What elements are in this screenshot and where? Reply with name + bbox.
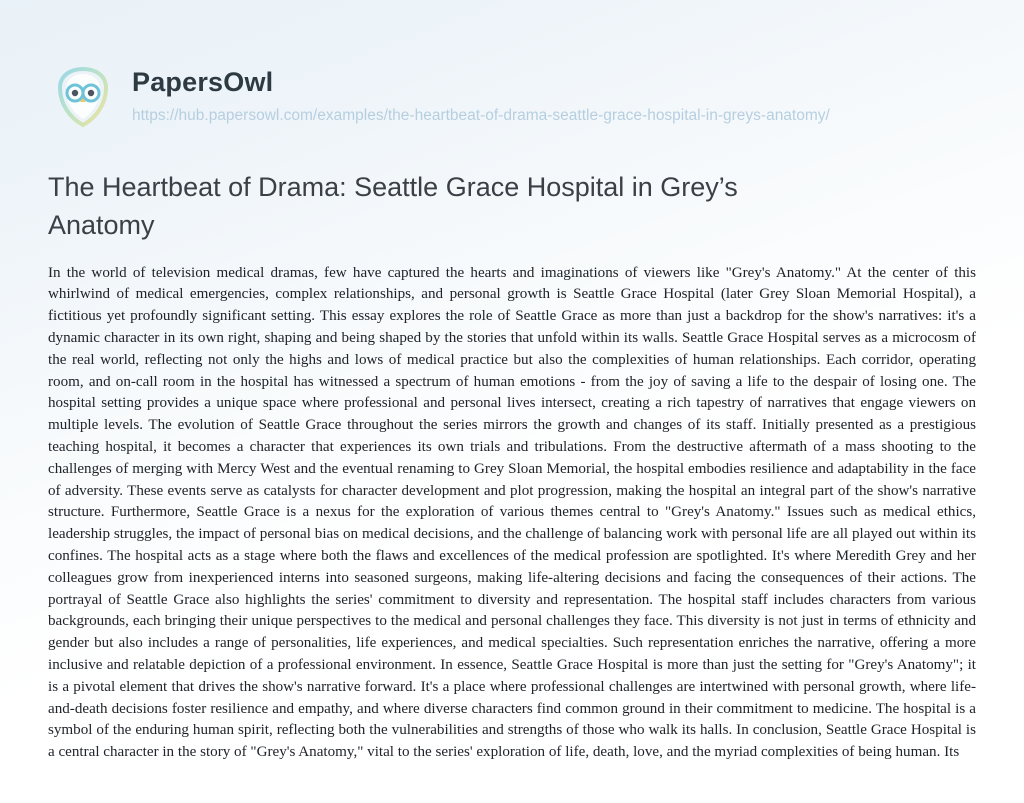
- page-title: The Heartbeat of Drama: Seattle Grace Hospital in Grey’s Anatomy: [48, 172, 738, 241]
- brand-name[interactable]: PapersOwl: [132, 67, 274, 97]
- site-header: [48, 60, 976, 170]
- brand-block: [132, 60, 830, 127]
- source-url[interactable]: https://hub.papersowl.com/examples/the-heartbeat-of-drama-seattle-grace-hospital-in-greys-anatomy/: [132, 106, 830, 124]
- owl-logo-icon[interactable]: [52, 66, 114, 128]
- article-paragraph: In the world of television medical dramas, few have captured the hearts and imaginations of viewers like "Grey's Anatomy." At the center of this whirlwind of medical emergencies, complex relationships, and personal growth is Seattle Grace Hospital (later Grey Sloan Memorial Hospital), a fictitious yet profoundly significant setting. This essay explores the role of Seattle Grace as more than just a backdrop for the show's narratives: it's a dynamic character in its own right, shaping and being shaped by the stories that unfold within its walls. Seattle Grace Hospital serves as a microcosm of the real world, reflecting not only the highs and lows of medical practice but also the complexities of human relationships. Each corridor, operating room, and on-call room in the hospital has witnessed a spectrum of human emotions - from the joy of saving a life to the despair of losing one. The hospital setting provides a unique space where professional and personal lives intersect, creating a rich tapestry of narratives that engage viewers on multiple levels. The evolution of Seattle Grace throughout the series mirrors the growth and changes of its staff. Initially presented as a prestigious teaching hospital, it becomes a character that experiences its own trials and tribulations. From the destructive aftermath of a mass shooting to the challenges of merging with Mercy West and the eventual renaming to Grey Sloan Memorial, the hospital embodies resilience and adaptability in the face of adversity. These events serve as catalysts for character development and plot progression, making the hospital an integral part of the show's narrative structure. Furthermore, Seattle Grace is a nexus for the exploration of various themes central to "Grey's Anatomy." Issues such as medical ethics, leadership struggles, the impact of personal bias on medical decisions, and the challenge of balancing work with personal life are all played out within its confines. The hospital acts as a stage where both the flaws and excellences of the medical profession are spotlighted. It's where Meredith Grey and her colleagues grow from inexperienced interns into seasoned surgeons, making life-altering decisions and facing the consequences of their actions. The portrayal of Seattle Grace also highlights the series' commitment to diversity and representation. The hospital staff includes characters from various backgrounds, each bringing their unique perspectives to the medical and personal challenges they face. This diversity is not just in terms of ethnicity and gender but also includes a range of personalities, life experiences, and medical specialties. Such representation enriches the narrative, offering a more inclusive and relatable depiction of a professional environment. In essence, Seattle Grace Hospital is more than just the setting for "Grey's Anatomy"; it is a pivotal element that drives the show's narrative forward. It's a place where professional challenges are intertwined with personal growth, where life-and-death decisions foster resilience and empathy, and where diverse characters find common ground in their commitment to medicine. The hospital is a symbol of the enduring human spirit, reflecting both the vulnerabilities and strengths of those who walk its halls. In conclusion, Seattle Grace Hospital is a central character in the story of "Grey's Anatomy," vital to the series' exploration of life, death, love, and the myriad complexities of being human. Its: [48, 264, 976, 761]
- article: [48, 168, 976, 764]
- article-body: [48, 263, 976, 764]
